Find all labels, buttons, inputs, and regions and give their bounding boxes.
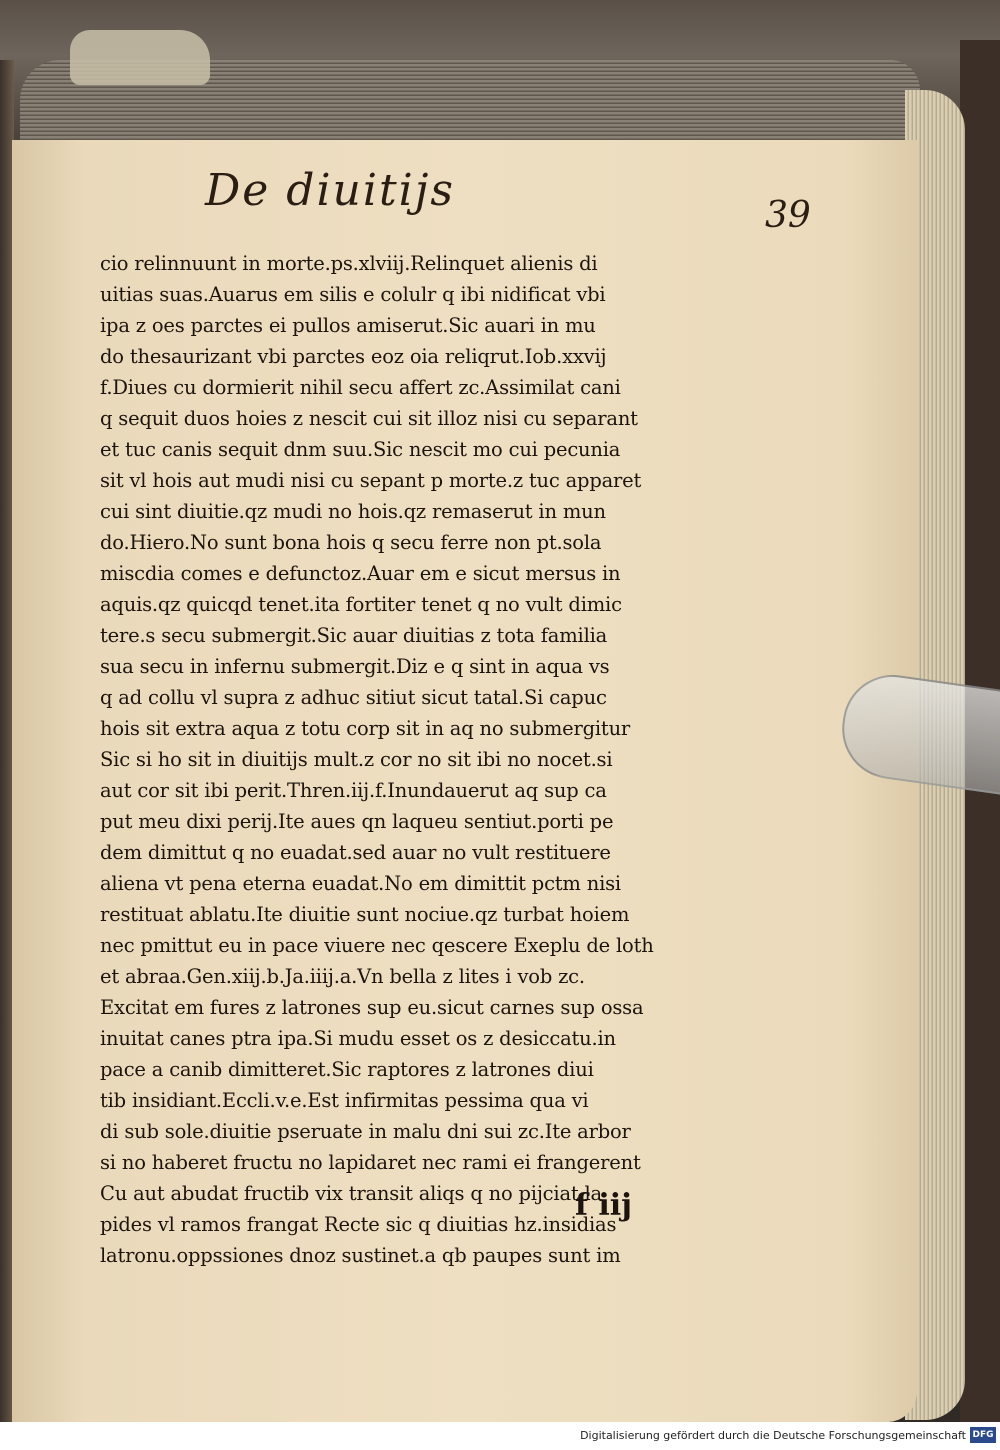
text-line: cio relinnuunt in morte.ps.xlviij.Relinquet alienis di	[100, 252, 598, 275]
text-line: pides vl ramos frangat Recte sic q diuitias hz.insidias	[100, 1213, 617, 1236]
text-line: uitias suas.Auarus em silis e colulr q ibi nidificat vbi	[100, 283, 606, 306]
text-line: put meu dixi perij.Ite aues qn laqueu sentiut.porti pe	[100, 810, 614, 833]
text-line: Sic si ho sit in diuitijs mult.z cor no sit ibi no nocet.si	[100, 748, 613, 771]
text-line: do thesaurizant vbi parctes eoz oia reliqrut.Iob.xxvij	[100, 345, 607, 368]
spine-label-patch	[70, 30, 210, 85]
text-line: sua secu in infernu submergit.Diz e q sint in aqua vs	[100, 655, 610, 678]
text-line: pace a canib dimitteret.Sic raptores z latrones diui	[100, 1058, 594, 1081]
text-line: nec pmittut eu in pace viuere nec qescere Exeplu de loth	[100, 934, 654, 957]
text-line: sit vl hois aut mudi nisi cu sepant p morte.z tuc apparet	[100, 469, 642, 492]
text-line: Cu aut abudat fructib vix transit aliqs q no pijciat la	[100, 1182, 602, 1205]
folio-number: 39	[765, 195, 811, 236]
footer-bar	[0, 1422, 1000, 1450]
handwritten-heading: De diuitijs	[205, 165, 455, 216]
text-line: latronu.oppssiones dnoz sustinet.a qb paupes sunt im	[100, 1244, 621, 1267]
signature-mark: f iij	[575, 1188, 632, 1223]
text-line: aut cor sit ibi perit.Thren.iij.f.Inundauerut aq sup ca	[100, 779, 607, 802]
text-line: f.Diues cu dormierit nihil secu affert zc.Assimilat cani	[100, 376, 621, 399]
text-line: tib insidiant.Eccli.v.e.Est infirmitas pessima qua vi	[100, 1089, 589, 1112]
text-line: tere.s secu submergit.Sic auar diuitias z tota familia	[100, 624, 608, 647]
text-line: q sequit duos hoies z nescit cui sit illoz nisi cu separant	[100, 407, 638, 430]
text-line: et tuc canis sequit dnm suu.Sic nescit mo cui pecunia	[100, 438, 621, 461]
text-line: miscdia comes e defunctoz.Auar em e sicut mersus in	[100, 562, 621, 585]
text-line: cui sint diuitie.qz mudi no hois.qz remaserut in mun	[100, 500, 606, 523]
text-line: do.Hiero.No sunt bona hois q secu ferre non pt.sola	[100, 531, 602, 554]
text-line: di sub sole.diuitie pseruate in malu dni sui zc.Ite arbor	[100, 1120, 631, 1143]
book-top-edge	[0, 0, 1000, 140]
text-line: q ad collu vl supra z adhuc sitiut sicut tatal.Si capuc	[100, 686, 607, 709]
text-line: et abraa.Gen.xiij.b.Ja.iiij.a.Vn bella z lites i vob zc.	[100, 965, 585, 988]
text-line: aquis.qz quicqd tenet.ita fortiter tenet q no vult dimic	[100, 593, 622, 616]
text-line: dem dimittut q no euadat.sed auar no vult restituere	[100, 841, 611, 864]
text-line: inuitat canes ptra ipa.Si mudu esset os z desiccatu.in	[100, 1027, 616, 1050]
funding-credit: Digitalisierung gefördert durch die Deutsche Forschungsgemeinschaft	[580, 1429, 966, 1442]
text-line: ipa z oes parctes ei pullos amiserut.Sic auari in mu	[100, 314, 596, 337]
text-line: aliena vt pena eterna euadat.No em dimittit pctm nisi	[100, 872, 621, 895]
dfg-logo: DFG	[970, 1427, 996, 1443]
text-line: si no haberet fructu no lapidaret nec rami ei frangerent	[100, 1151, 641, 1174]
text-line: Excitat em fures z latrones sup eu.sicut carnes sup ossa	[100, 996, 644, 1019]
text-line: restituat ablatu.Ite diuitie sunt nociue.qz turbat hoiem	[100, 903, 630, 926]
printed-text-block	[100, 248, 710, 1271]
text-line: hois sit extra aqua z totu corp sit in aq no submergitur	[100, 717, 631, 740]
